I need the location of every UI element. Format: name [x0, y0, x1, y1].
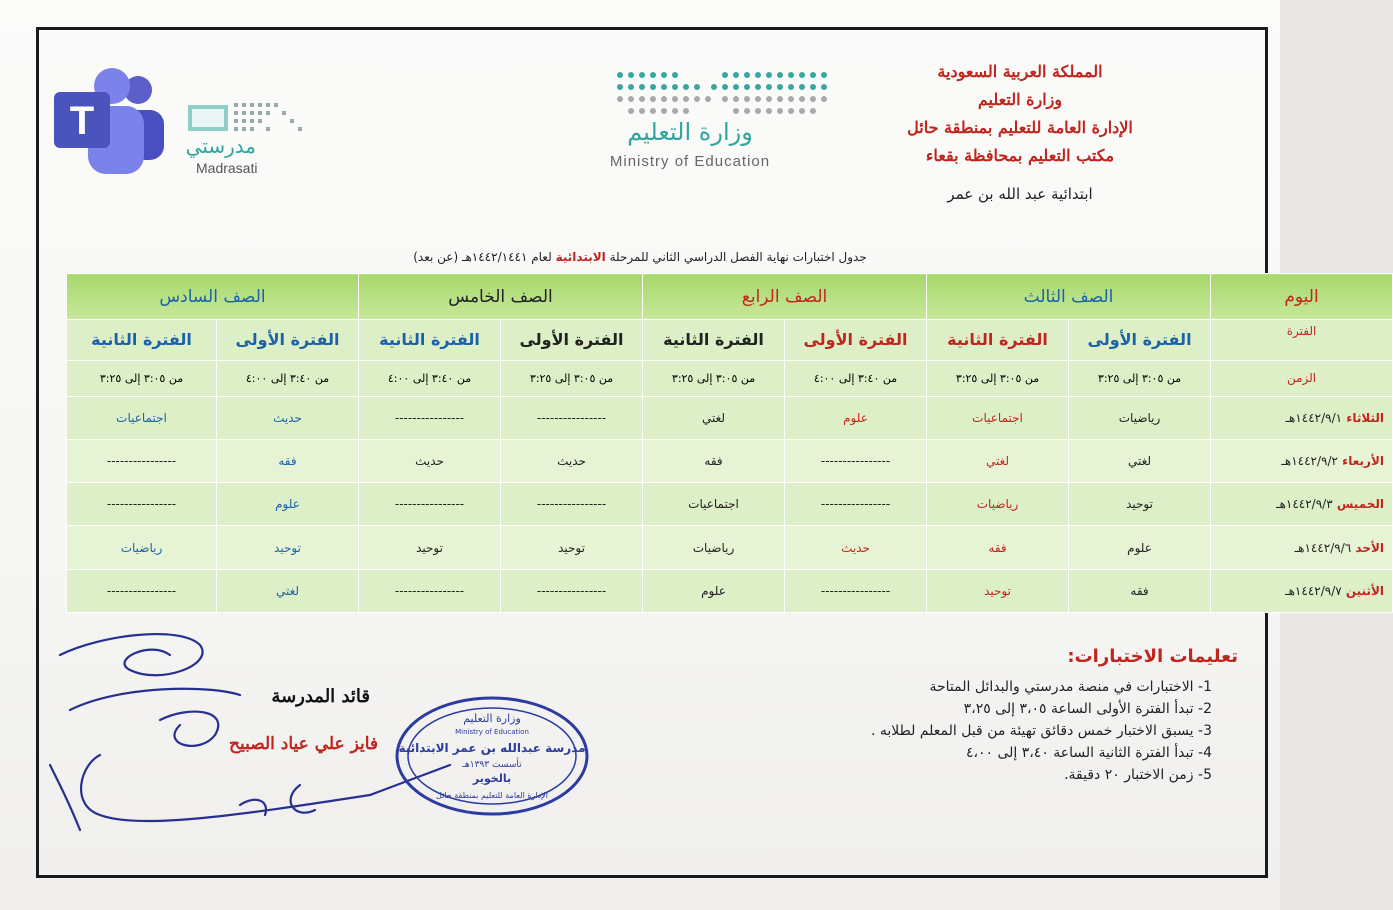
time-label: الزمن [1211, 360, 1393, 396]
subject-cell: رياضيات [67, 526, 217, 569]
time-cell: من ٣:٠٥ إلى ٣:٢٥ [643, 360, 785, 396]
period-cell: الفترة الأولى [501, 320, 643, 360]
ministry-arabic-name: وزارة التعليم [627, 118, 753, 146]
subject-cell: علوم [643, 569, 785, 612]
principal-name: فايز علي عياد الصبيح [228, 734, 378, 754]
instruction-item: 3- يسبق الاختبار خمس دقائق تهيئة من قبل المعلم لطلابه . [870, 723, 1212, 739]
stamp-directorate: الإدارة العامة للتعليم بمنطقة حائل [436, 791, 548, 800]
teams-letter: T [69, 99, 95, 143]
instruction-item: 1- الاختبارات في منصة مدرستي والبدائل المتاحة [929, 679, 1212, 695]
subject-cell: علوم [785, 396, 927, 439]
table-row [67, 483, 1393, 526]
period-cell: الفترة الأولى [785, 320, 927, 360]
day-name: الثلاثاء [1346, 410, 1385, 425]
kingdom-line: المملكة العربية السعودية [937, 62, 1103, 81]
subject-cell: توحيد [217, 526, 359, 569]
subject-cell: علوم [217, 483, 359, 526]
time-cell: من ٣:٠٥ إلى ٣:٢٥ [1069, 360, 1211, 396]
instruction-item: 5- زمن الاختبار ٢٠ دقيقة. [1064, 767, 1212, 783]
time-cell: من ٣:٤٠ إلى ٤:٠٠ [359, 360, 501, 396]
day-cell [1211, 483, 1393, 526]
stamp-school: مدرسة عبدالله بن عمر الابتدائية [398, 741, 586, 755]
day-name: الخميس [1336, 497, 1385, 512]
subject-cell: فقه [927, 526, 1069, 569]
subject-cell: ---------------- [67, 483, 217, 526]
school-stamp [392, 692, 592, 820]
subject-cell: لغتي [1069, 439, 1211, 482]
time-cell: من ٣:٠٥ إلى ٣:٢٥ [927, 360, 1069, 396]
stamp-year: تأسست ١٣٩٣هـ [462, 760, 522, 770]
subject-cell: رياضيات [927, 483, 1069, 526]
period-cell: الفترة الثانية [359, 320, 501, 360]
period-cell: الفترة الأولى [217, 320, 359, 360]
grade-header: الصف الخامس [359, 274, 643, 320]
subject-cell: حديث [359, 439, 501, 482]
office-line: مكتب التعليم بمحافظة بقعاء [925, 146, 1115, 165]
day-cell [1211, 439, 1393, 482]
subject-cell: ---------------- [359, 569, 501, 612]
title-prefix: جدول اختبارات نهاية الفصل الدراسي الثاني للمرحلة [609, 250, 867, 264]
subject-cell: اجتماعيات [67, 396, 217, 439]
instruction-item: 2- تبدأ الفترة الأولى الساعة ٣،٠٥ إلى ٣،٢٥ [963, 701, 1212, 717]
day-name: الأثنين [1345, 583, 1385, 598]
subject-cell: ---------------- [501, 396, 643, 439]
day-name: الأربعاء [1342, 454, 1385, 469]
subject-cell: ---------------- [785, 483, 927, 526]
subject-cell: ---------------- [785, 439, 927, 482]
subject-cell: ---------------- [501, 569, 643, 612]
period-label: الفترة [1211, 320, 1393, 360]
subject-cell: توحيد [501, 526, 643, 569]
period-cell: الفترة الثانية [643, 320, 785, 360]
subject-cell: حديث [785, 526, 927, 569]
principal-title: قائد المدرسة [271, 686, 370, 707]
table-row [67, 439, 1393, 482]
day-cell [1211, 569, 1393, 612]
subject-cell: ---------------- [501, 483, 643, 526]
table-row [67, 569, 1393, 612]
schedule-title [260, 250, 1020, 264]
period-cell: الفترة الثانية [67, 320, 217, 360]
period-cell: الفترة الأولى [1069, 320, 1211, 360]
subject-cell: علوم [1069, 526, 1211, 569]
time-cell: من ٣:٠٥ إلى ٣:٢٥ [67, 360, 217, 396]
day-date: ١٤٤٢/٩/٧هـ [1285, 583, 1342, 598]
subject-cell: حديث [501, 439, 643, 482]
subject-cell: حديث [217, 396, 359, 439]
day-date: ١٤٤٢/٩/٣هـ [1276, 497, 1333, 512]
subject-cell: توحيد [359, 526, 501, 569]
subject-cell: فقه [217, 439, 359, 482]
ministry-english-name: Ministry of Education [609, 153, 771, 170]
subject-cell: فقه [1069, 569, 1211, 612]
subject-cell: فقه [643, 439, 785, 482]
instructions-list [692, 676, 1212, 786]
directorate-line: الإدارة العامة للتعليم بمنطقة حائل [907, 118, 1133, 137]
subject-cell: توحيد [1069, 483, 1211, 526]
day-cell [1211, 526, 1393, 569]
official-header [850, 58, 1190, 208]
stamp-ministry-en: Ministry of Education [455, 728, 529, 736]
day-date: ١٤٤٢/٩/١هـ [1285, 410, 1343, 425]
instructions-heading: تعليمات الاختبارات: [1067, 646, 1238, 667]
madrasati-arabic-name: مدرستي [185, 134, 256, 158]
day-cell [1211, 396, 1393, 439]
title-suffix: لعام ١٤٤٢/١٤٤١هـ (عن بعد) [413, 250, 552, 264]
ministry-line: وزارة التعليم [977, 90, 1063, 109]
period-cell: الفترة الثانية [927, 320, 1069, 360]
day-date: ١٤٤٢/٩/٢هـ [1281, 454, 1338, 469]
grade-header: الصف الثالث [927, 274, 1211, 320]
instruction-item: 4- تبدأ الفترة الثانية الساعة ٣،٤٠ إلى ٤،٠٠ [965, 745, 1212, 761]
subject-cell: اجتماعيات [927, 396, 1069, 439]
madrasati-english-name: Madrasati [196, 160, 258, 176]
table-row [67, 396, 1393, 439]
day-name: الأحد [1355, 540, 1385, 555]
subject-cell: اجتماعيات [643, 483, 785, 526]
time-cell: من ٣:٤٠ إلى ٤:٠٠ [785, 360, 927, 396]
time-cell: من ٣:٠٥ إلى ٣:٢٥ [501, 360, 643, 396]
school-name: ابتدائية عبد الله بن عمر [947, 185, 1093, 203]
stamp-ministry: وزارة التعليم [463, 712, 521, 725]
subject-cell: توحيد [927, 569, 1069, 612]
subject-cell: ---------------- [359, 483, 501, 526]
teams-logo-icon [50, 62, 170, 182]
subject-cell: لغتي [217, 569, 359, 612]
table-row [67, 526, 1393, 569]
subject-cell: رياضيات [643, 526, 785, 569]
subject-cell: رياضيات [1069, 396, 1211, 439]
exam-schedule-table [66, 273, 1385, 613]
subject-cell: ---------------- [67, 569, 217, 612]
grade-header: الصف السادس [67, 274, 359, 320]
subject-cell: ---------------- [359, 396, 501, 439]
subject-cell: ---------------- [67, 439, 217, 482]
subject-cell: لغتي [927, 439, 1069, 482]
grade-header: الصف الرابع [643, 274, 927, 320]
day-header: اليوم [1211, 274, 1393, 320]
day-date: ١٤٤٢/٩/٦هـ [1294, 540, 1352, 555]
title-stage: الابتدائية [555, 250, 606, 264]
stamp-place: بالخوير [472, 772, 512, 785]
subject-cell: لغتي [643, 396, 785, 439]
time-cell: من ٣:٤٠ إلى ٤:٠٠ [217, 360, 359, 396]
subject-cell: ---------------- [785, 569, 927, 612]
